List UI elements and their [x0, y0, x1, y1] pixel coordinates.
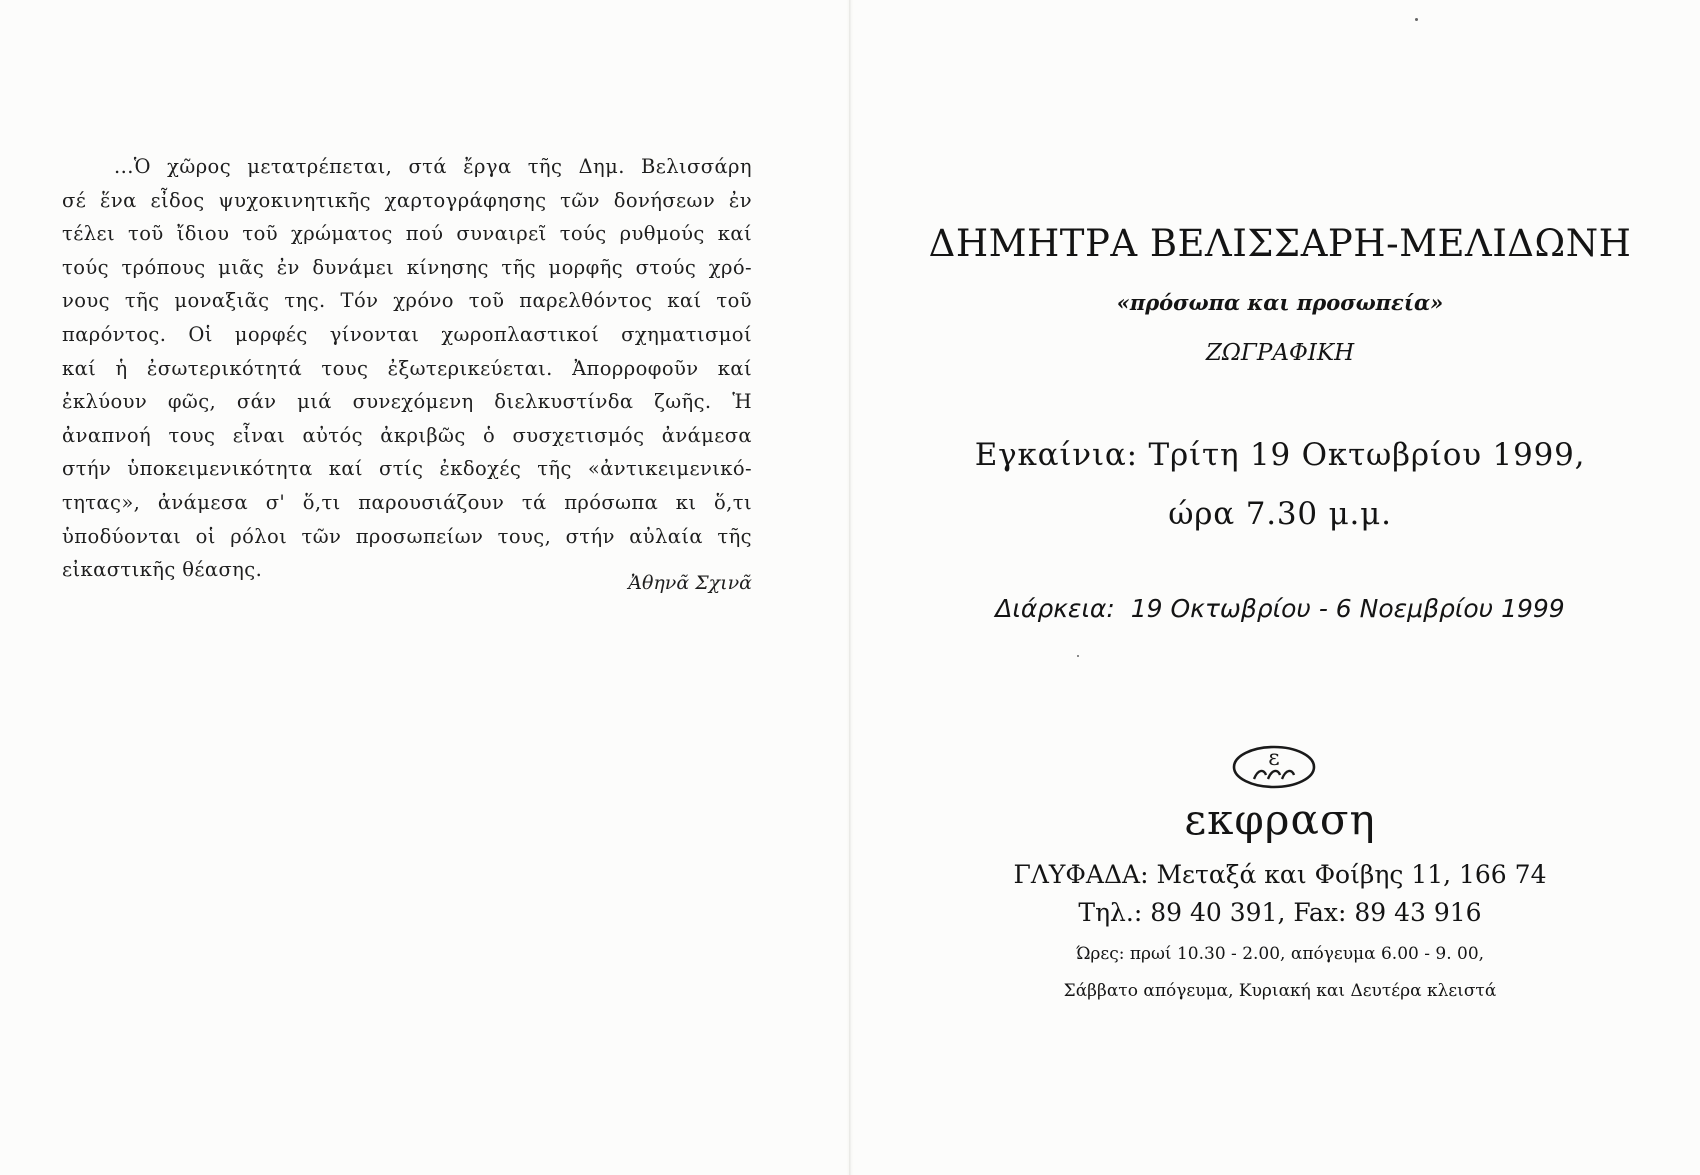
- essay-line: νους τῆς μοναξιᾶς της. Τόν χρόνο τοῦ παρελθόντος καί τοῦ: [62, 289, 752, 313]
- paper-speck: [1077, 655, 1079, 657]
- closed-days: Σάββατο απόγευμα, Κυριακή και Δευτέρα κλειστά: [1063, 981, 1497, 1001]
- essay-line: ἀναπνοή τους εἶναι αὐτός ἀκριβῶς ὁ συσχετισμός ἀνάμεσα: [62, 423, 752, 447]
- essay-line: τητας», ἀνάμεσα σ' ὅ,τι παρουσιάζουν τά πρόσωπα κι ὅ,τι: [62, 490, 752, 514]
- gallery-phone: Τηλ.: 89 40 391, Fax: 89 43 916: [1078, 898, 1482, 927]
- opening-hours: Ώρες: πρωί 10.30 - 2.00, απόγευμα 6.00 - 9. 00,: [1075, 944, 1485, 964]
- gallery-name: εκφραση: [1184, 795, 1376, 844]
- essay-line: τέλει τοῦ ἴδιου τοῦ χρώματος πού συναιρεῖ τούς ρυθμούς καί: [62, 222, 752, 246]
- exhibition-title: «πρόσωπα και προσωπεία»: [1116, 290, 1444, 315]
- artist-name: ΔΗΜΗΤΡΑ ΒΕΛΙΣΣΑΡΗ-ΜΕΛΙΔΩΝΗ: [928, 222, 1632, 265]
- essay-line: σέ ἕνα εἶδος ψυχοκινητικῆς χαρτογράφησης τῶν δονήσεων ἐν: [62, 188, 752, 212]
- gallery-logo-icon: [1232, 745, 1316, 789]
- exhibition-duration: Διάρκεια: 19 Οκτωβρίου - 6 Νοεμβρίου 1999: [995, 594, 1565, 623]
- logo-letter: ε: [1268, 746, 1280, 771]
- logo-mark: [1232, 745, 1316, 789]
- center-fold: [849, 0, 851, 1175]
- exhibition-category: ΖΩΓΡΑΦΙΚΗ: [1205, 340, 1355, 366]
- essay-line: στήν ὑποκειμενικότητα καί στίς ἐκδοχές τῆς «ἀντικειμενικό-: [62, 457, 752, 481]
- essay-line: ὑποδύονται οἱ ρόλοι τῶν προσωπείων τους, στήν αὐλαία τῆς: [62, 524, 752, 548]
- essay-line: παρόντος. Οἱ μορφές γίνονται χωροπλαστικοί σχηματισμοί: [62, 322, 752, 346]
- essay-line: ...Ὁ χῶρος μετατρέπεται, στά ἔργα τῆς Δημ. Βελισσάρη: [114, 155, 752, 178]
- gallery-address: ΓΛΥΦΑΔΑ: Μεταξά και Φοίβης 11, 166 74: [1013, 860, 1547, 889]
- paper-speck: [1415, 18, 1418, 21]
- essay-author: Ἀθηνᾶ Σχινᾶ: [628, 572, 752, 594]
- essay-line: εἰκαστικῆς θέασης.: [62, 558, 263, 582]
- essay-line: τούς τρόπους μιᾶς ἐν δυνάμει κίνησης τῆς μορφῆς στούς χρό-: [62, 255, 752, 279]
- opening-date: Εγκαίνια: Τρίτη 19 Οκτωβρίου 1999,: [974, 437, 1586, 473]
- opening-time: ώρα 7.30 μ.μ.: [1168, 496, 1392, 532]
- essay-line: καί ἡ ἐσωτερικότητά τους ἐξωτερικεύεται. Ἀπορροφοῦν καί: [62, 356, 752, 380]
- essay-line: ἐκλύουν φῶς, σάν μιά συνεχόμενη διελκυστίνδα ζωῆς. Ἡ: [62, 390, 752, 414]
- essay-text: [62, 150, 752, 587]
